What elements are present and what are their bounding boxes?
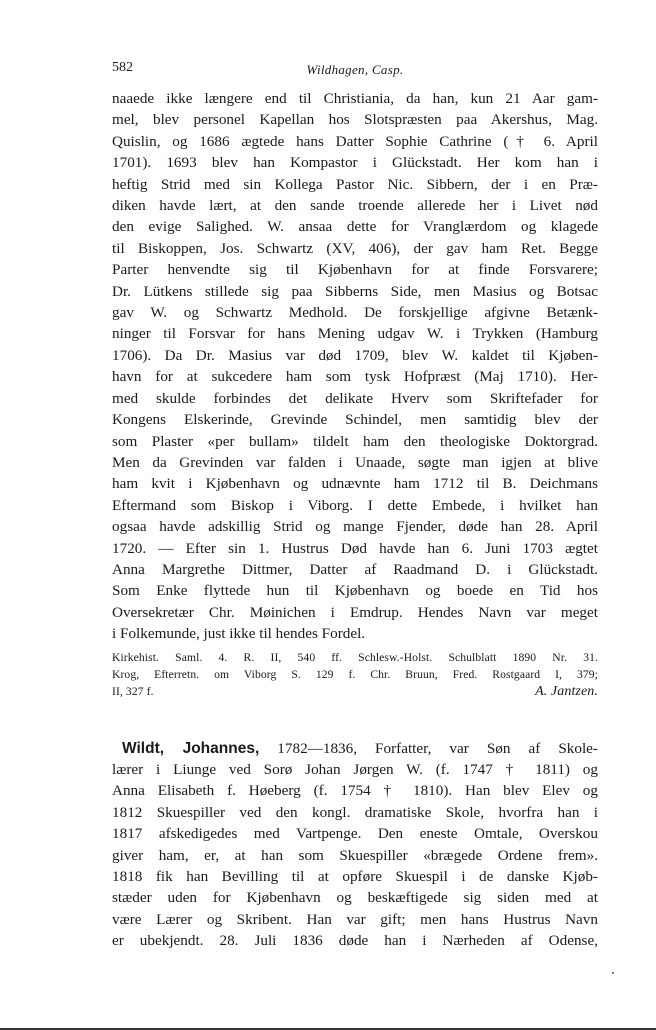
text-line: 1817 afskedigedes med Vartpenge. Den eneste Omtale, Overskou <box>112 825 598 843</box>
text-line: 1818 fik han Bevilling til at opføre Skuespil i de danske Kjøb- <box>112 868 598 885</box>
text-line: Oversekretær Chr. Møinichen i Emdrup. Hendes Navn var meget <box>112 603 598 621</box>
text-line: heftig Strid med sin Kollega Pastor Nic. Sibbern, der i en Præ- <box>112 175 598 193</box>
reference-line: Kirkehist. Saml. 4. R. II, 540 ff. Schlesw.-Holst. Schulblatt 1890 Nr. 31. <box>112 650 598 664</box>
text-line: er ubekjendt. 28. Juli 1836 døde han i Nærheden af Odense, <box>112 932 598 950</box>
text-line: diken havde lært, at den sande troende allerede her i Livet nød <box>112 197 598 215</box>
text-line: naaede ikke længere end til Christiania, da han, kun 21 Aar gam- <box>112 90 598 107</box>
text-line: Anna Margrethe Dittmer, Datter af Raadmand D. i Glückstadt. <box>112 560 598 578</box>
text-line: giver ham, er, at han som Skuespiller «brægede Ordene frem». <box>112 846 598 864</box>
text-line: ninger til Forsvar for hans Mening udgav W. i Trykken (Hamburg <box>112 325 598 343</box>
text-line: som Plaster «per bullam» tildelt ham den theologiske Doktorgrad. <box>112 432 598 450</box>
text-line: Eftermand som Biskop i Viborg. I dette Embede, i hvilket han <box>112 496 598 514</box>
entry-wildt-text <box>112 738 598 952</box>
text-line: til Biskoppen, Jos. Schwartz (XV, 406), der gav ham Ret. Begge <box>112 239 598 257</box>
text-line: lærer i Liunge ved Sorø Johan Jørgen W. (f. 1747 † 1811) og <box>112 760 598 778</box>
text-line: være Lærer og Skribent. Han var gift; men hans Hustrus Navn <box>112 910 598 928</box>
text-line: Quislin, og 1686 ægtede hans Datter Sophie Cathrine († 6. April <box>112 132 598 150</box>
text-line: den evige Salighed. W. ansaa dette for Vranglærdom og klagede <box>112 218 598 236</box>
text-line: 1706). Da Dr. Masius var død 1709, blev W. kaldet til Kjøben- <box>112 346 598 364</box>
text-line: ham kvit i Kjøbenhavn og udnævnte ham 1712 til B. Deichmans <box>112 475 598 493</box>
running-title: Wildhagen, Casp. <box>306 62 404 77</box>
text-line: mel, blev personel Kapellan hos Slotspræsten paa Akershus, Mag. <box>112 111 598 129</box>
text-line: Parter henvendte sig til Kjøbenhavn for at finde Forsvarere; <box>112 261 598 279</box>
text-line: med skulde forbindes det delikate Hverv som Skriftefader for <box>112 389 598 407</box>
entry-first-line-text: 1782—1836, Forfatter, var Søn af Skole- <box>259 739 598 757</box>
text-line: Men da Grevinden var falden i Unaade, søgte man igjen at blive <box>112 453 598 471</box>
scan-speck <box>612 972 614 974</box>
page <box>112 54 598 952</box>
page-number: 582 <box>112 60 133 75</box>
text-line: ogsaa havde adskillig Strid og mange Fjender, døde han 28. April <box>112 518 598 536</box>
text-line: Dr. Lütkens stillede sig paa Sibberns Side, men Masius og Botsac <box>112 282 598 300</box>
reference-line: II, 327 f. <box>112 684 154 698</box>
text-line: Kongens Elskerinde, Grevinde Schindel, men samtidig blev der <box>112 411 598 429</box>
text-line: havn for at sukcedere ham som tysk Hofpræst (Maj 1710). Her- <box>112 368 598 386</box>
text-line: Som Enke flyttede hun til Kjøbenhavn og boede en Tid hos <box>112 582 598 600</box>
entry-wildhagen-references <box>112 649 598 700</box>
text-line: stæder uden for Kjøbenhavn og beskæftigede sig siden med at <box>112 889 598 907</box>
entry-wildhagen-text <box>112 88 598 645</box>
text-line: gav W. og Schwartz Medhold. De forskjellige afgivne Betænk- <box>112 304 598 322</box>
reference-line-last <box>112 683 598 700</box>
reference-line: Krog, Efterretn. om Viborg S. 129 f. Chr. Bruun, Fred. Rostgaard I, 379; <box>112 667 598 681</box>
text-line: 1701). 1693 blev han Kompastor i Glückstadt. Her kom han i <box>112 154 598 172</box>
text-line: 1812 Skuespiller ved den kongl. dramatiske Skole, hvorfra han i <box>112 803 598 821</box>
text-line: 1720. — Efter sin 1. Hustrus Død havde han 6. Juni 1703 ægtet <box>112 539 598 557</box>
author-signature: A. Jantzen. <box>535 683 598 699</box>
running-header <box>112 54 598 88</box>
entry-first-line <box>112 738 598 759</box>
text-line: Anna Elisabeth f. Høeberg (f. 1754 † 1810). Han blev Elev og <box>112 782 598 800</box>
text-line: i Folkemunde, just ikke til hendes Fordel. <box>112 625 366 643</box>
entry-headword: Wildt, Johannes, <box>122 739 260 757</box>
